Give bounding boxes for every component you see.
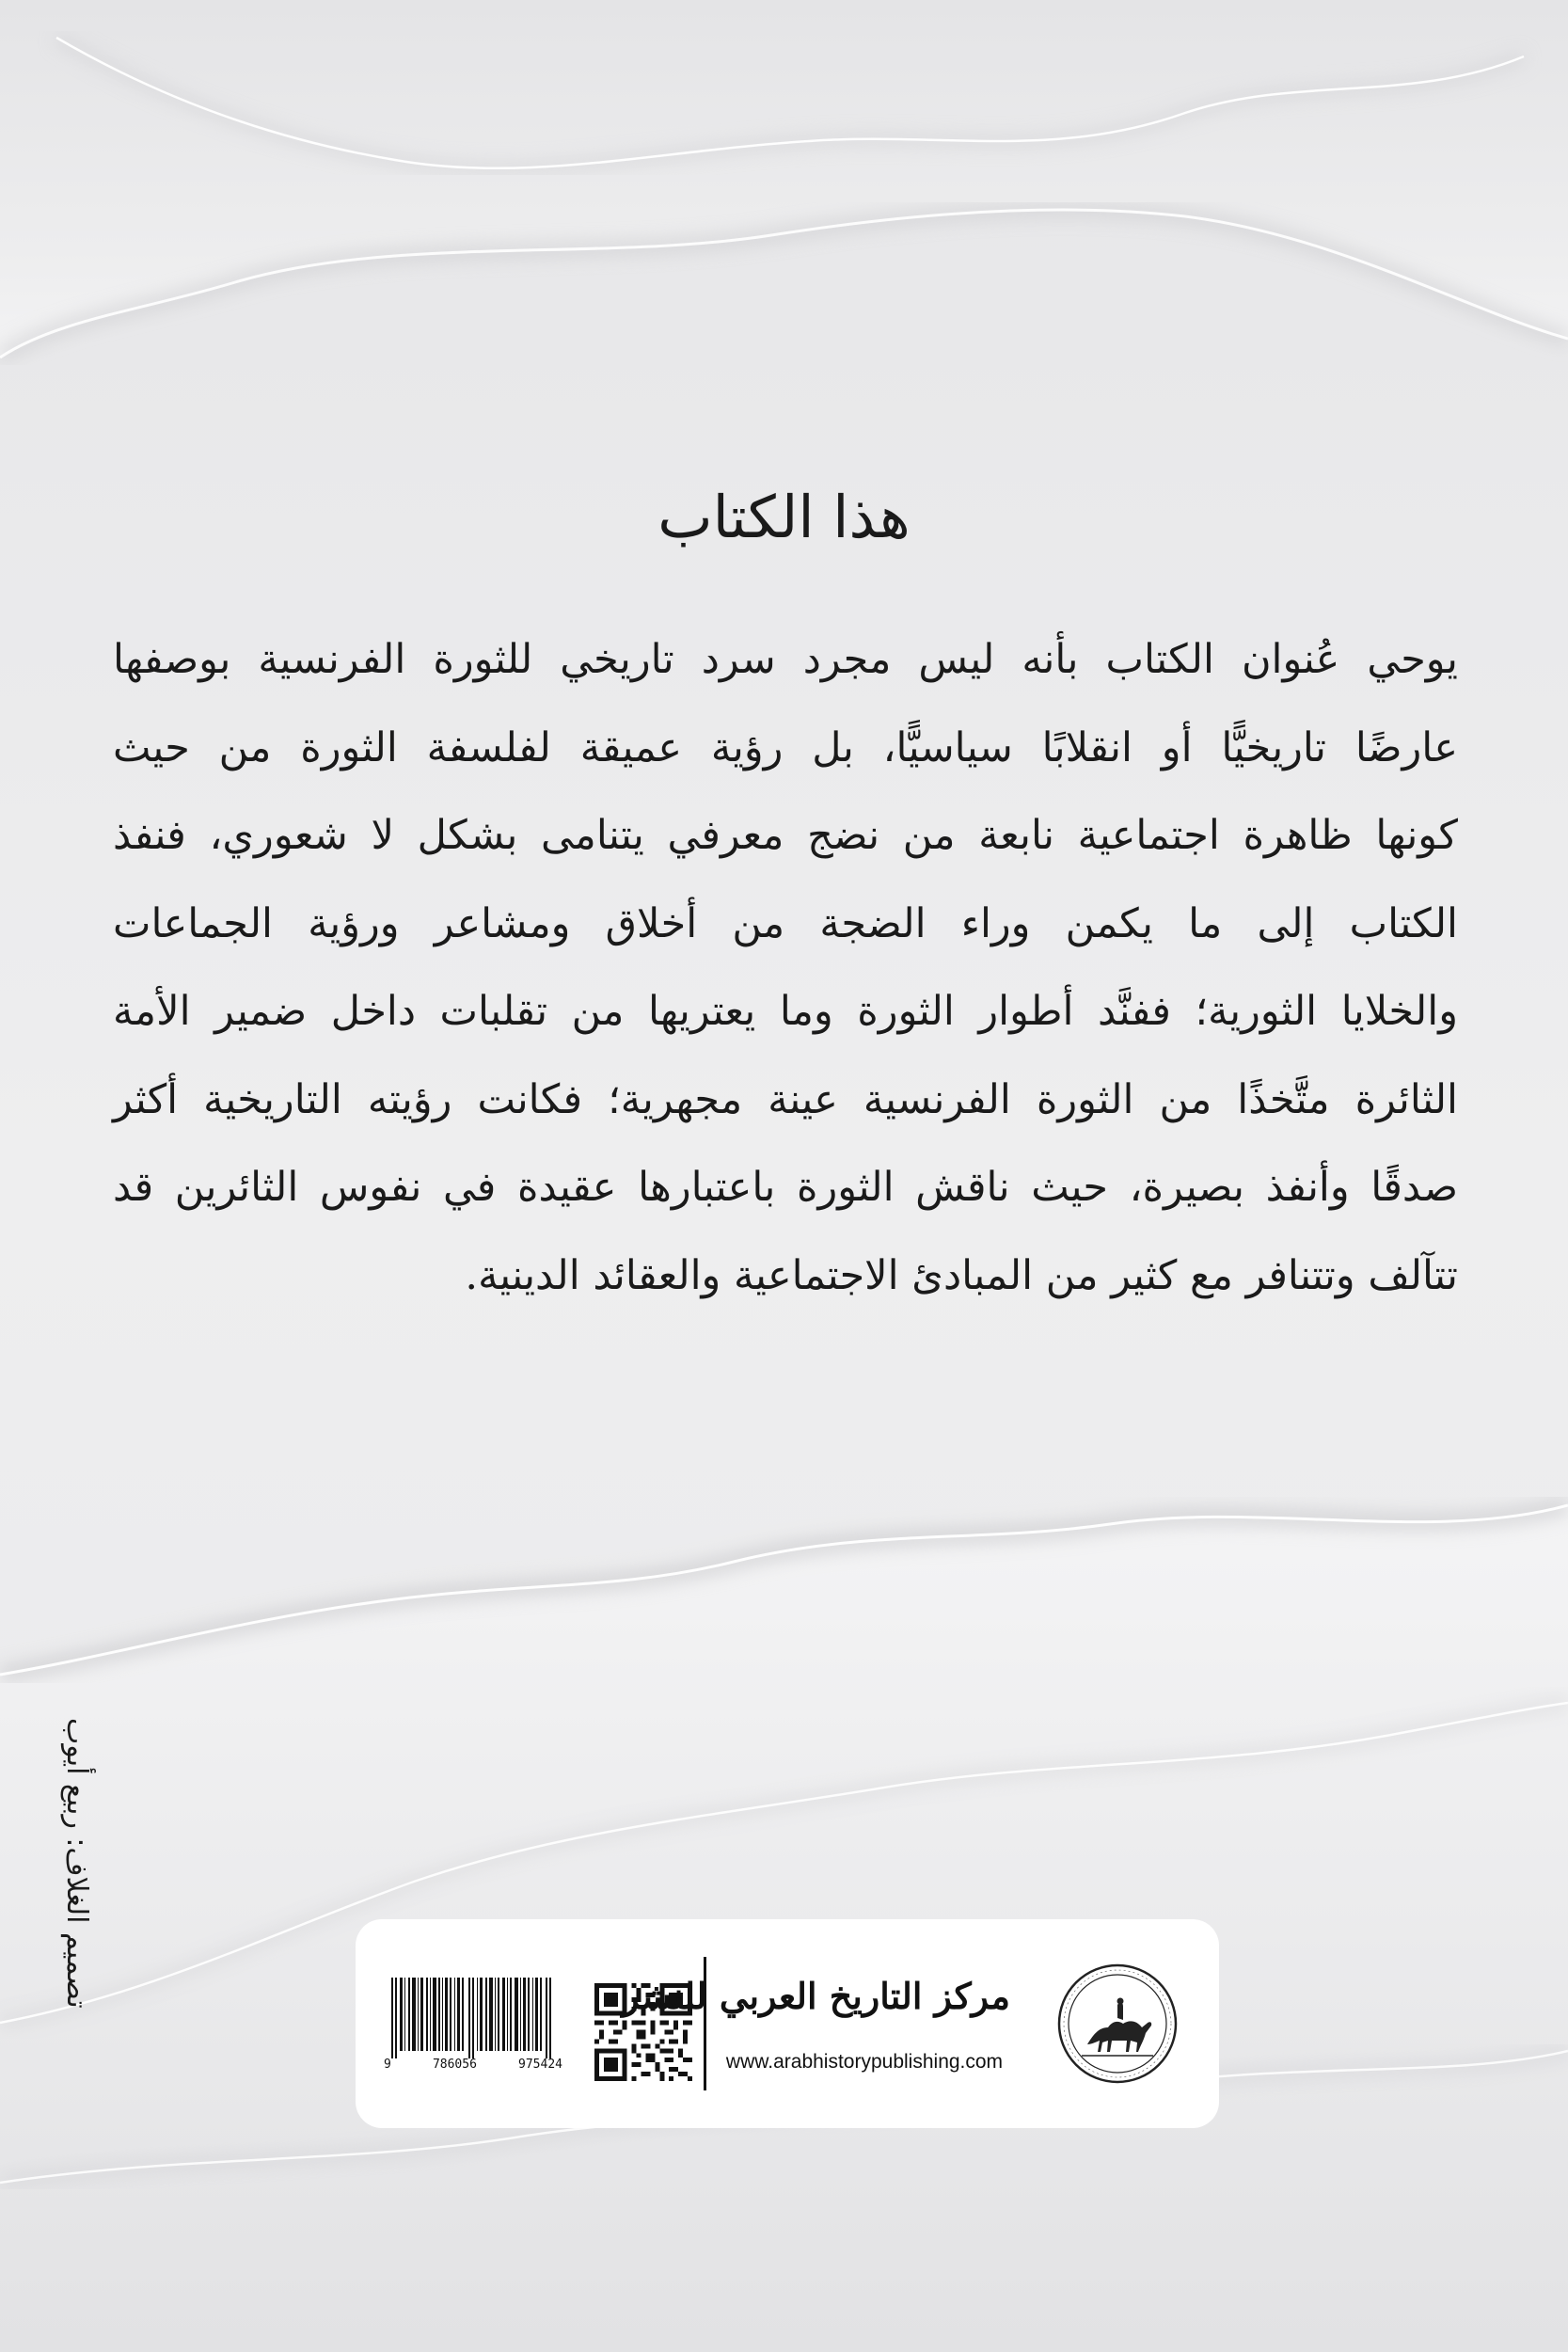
description-line: والخلايا الثورية؛ ففنَّد أطوار الثورة وما يعتريها من تقلبات داخل ضمير الأمة [113, 988, 1458, 1035]
description-line: الثائرة متَّخذًا من الثورة الفرنسية عينة مجهرية؛ فكانت رؤيته التاريخية أكثر [113, 1075, 1458, 1123]
barcode-bars [384, 1978, 562, 2058]
barcode-digits [384, 2058, 562, 2072]
description-line: الكتاب إلى ما يكمن وراء الضجة من أخلاق ومشاعر ورؤية الجماعات [113, 899, 1458, 947]
barcode-digit-group: 786056 [432, 2058, 477, 2072]
isbn-barcode [384, 1978, 562, 2072]
publisher-website-link[interactable]: www.arabhistorypublishing.com [725, 2051, 1004, 2073]
description-line: تتآلف وتتنافر مع كثير من المبادئ الاجتماعية والعقائد الدينية. [465, 1251, 1458, 1299]
publisher-info-box [356, 1919, 1219, 2128]
description-line: كونها ظاهرة اجتماعية نابعة من نضج معرفي يتنامى بشكل لا شعوري، فنفذ [113, 812, 1458, 859]
description-line: يوحي عُنوان الكتاب بأنه ليس مجرد سرد تاريخي للثورة الفرنسية بوصفها [113, 636, 1458, 683]
barcode-digit-group: 975424 [518, 2058, 562, 2072]
section-title: هذا الكتاب [657, 483, 911, 551]
barcode-digit-lead: 9 [384, 2058, 391, 2072]
camel-rider-seal-icon [1055, 1962, 1180, 2086]
publisher-name: مركز التاريخ العربي للنشر [622, 1975, 1010, 2017]
cover-designer-credit: تصميم الغلاف: ربيع أيوب [60, 1718, 93, 2009]
book-description [113, 616, 1458, 1320]
description-line: عارضًا تاريخيًّا أو انقلابًا سياسيًّا، بل رؤية عميقة لفلسفة الثورة من حيث [113, 723, 1458, 771]
description-line: صدقًا وأنفذ بصيرة، حيث ناقش الثورة باعتبارها عقيدة في نفوس الثائرين قد [113, 1164, 1458, 1211]
